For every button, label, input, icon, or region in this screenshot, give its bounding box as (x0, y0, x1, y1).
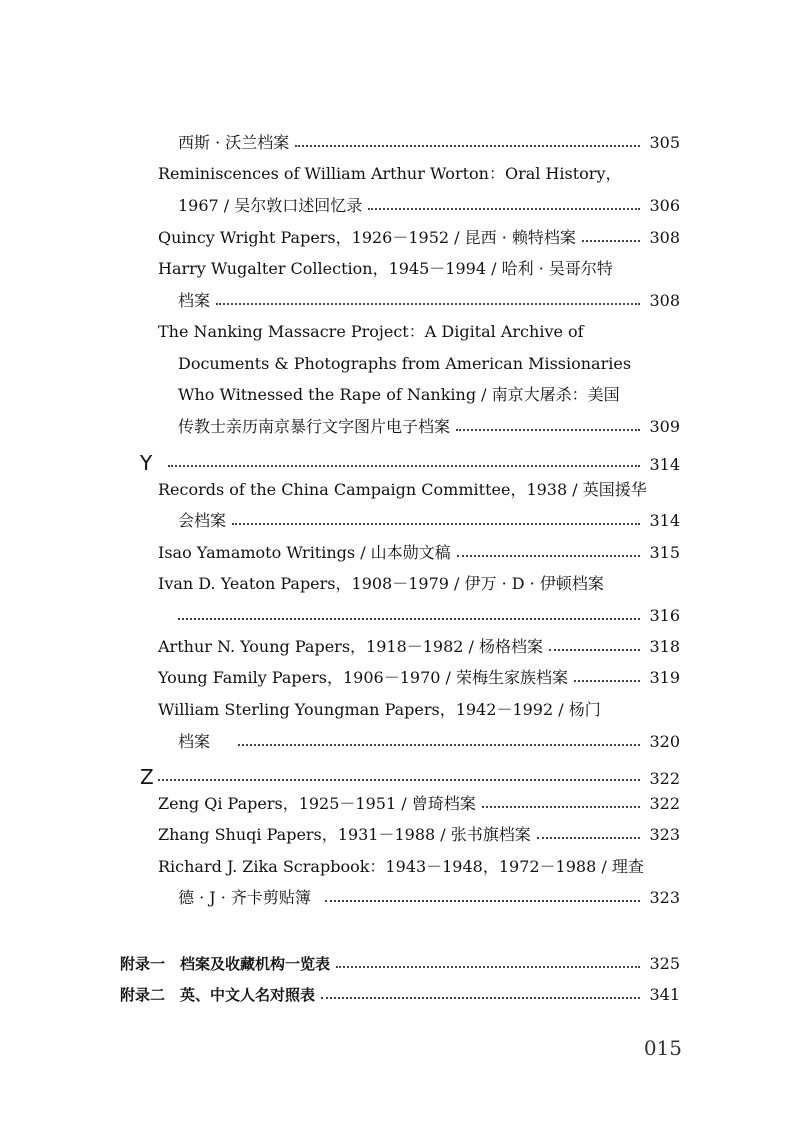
toc-entry (178, 604, 680, 628)
entry-title: 1967 / 吴尔敦口述回忆录 (178, 196, 363, 215)
leader-dots (336, 966, 640, 968)
entry-title: Quincy Wright Papers，1926－1952 / 昆西 · 赖特档案 (158, 228, 576, 247)
leader-dots (582, 240, 640, 242)
appendix-entry (120, 952, 680, 976)
entry-page: 322 (649, 769, 680, 788)
section-letter: Z (140, 765, 154, 789)
entry-title: Documents & Photographs from American Missionaries (178, 354, 632, 373)
entry-title: 西斯 · 沃兰档案 (178, 133, 290, 152)
entry-page: 308 (649, 228, 680, 247)
entry-page: 309 (649, 417, 680, 436)
entry-title: Richard J. Zika Scrapbook：1943－1948，1972－1988 / 理查 (158, 857, 644, 876)
toc-entry (158, 823, 680, 847)
leader-dots (457, 555, 640, 557)
entry-title: The Nanking Massacre Project：A Digital Archive of (158, 322, 584, 341)
leader-dots (295, 145, 640, 147)
section-letter: Y (140, 451, 153, 475)
entry-title: Reminiscences of William Arthur Worton：Oral History， (158, 164, 622, 183)
toc-entry (178, 131, 680, 155)
entry-title: Zeng Qi Papers，1925－1951 / 曾琦档案 (158, 794, 476, 813)
toc-entry (158, 226, 680, 250)
entry-page: 316 (649, 606, 680, 625)
toc-entry (178, 383, 680, 407)
entry-page: 314 (649, 511, 680, 530)
entry-page: 320 (649, 732, 680, 751)
toc-entry (158, 635, 680, 659)
toc-entry (178, 730, 680, 754)
appendix-title: 附录二 英、中文人名对照表 (120, 986, 316, 1004)
entry-title: 会档案 (178, 511, 227, 530)
page-number: 015 (643, 1036, 682, 1060)
toc-entry (158, 792, 680, 816)
entry-title: Records of the China Campaign Committee，1938 / 英国援华 (158, 480, 647, 499)
leader-dots (216, 303, 640, 305)
toc-entry (158, 162, 680, 186)
toc-entry (158, 320, 680, 344)
leader-dots (574, 680, 640, 682)
appendix-entry (120, 983, 680, 1007)
appendix-page: 325 (649, 954, 680, 973)
entry-page: 315 (649, 543, 680, 562)
section-letter-z (140, 765, 680, 789)
leader-dots (232, 523, 640, 525)
entry-page: 318 (649, 637, 680, 656)
toc-entry (178, 415, 680, 439)
toc-entry (158, 257, 680, 281)
toc-entry (178, 352, 680, 376)
entry-title: Harry Wugalter Collection，1945－1994 / 哈利 · 吴哥尔特 (158, 259, 613, 278)
entry-page: 322 (649, 794, 680, 813)
toc-entry (178, 886, 680, 910)
leader-dots (238, 744, 640, 746)
leader-dots (321, 997, 640, 999)
toc-entry (178, 509, 680, 533)
entry-page: 306 (649, 196, 680, 215)
leader-dots (325, 900, 640, 902)
leader-dots (178, 618, 640, 620)
entry-title: Who Witnessed the Rape of Nanking / 南京大屠杀：美国 (178, 385, 620, 404)
leader-dots (168, 465, 640, 467)
toc-entry (178, 194, 680, 218)
leader-dots (549, 649, 640, 651)
entry-page: 319 (649, 668, 680, 687)
leader-dots (158, 779, 640, 781)
leader-dots (537, 837, 640, 839)
entry-title: Arthur N. Young Papers，1918－1982 / 杨格档案 (158, 637, 544, 656)
toc-entry (158, 478, 680, 502)
toc-entry (158, 698, 680, 722)
toc-entry (158, 541, 680, 565)
toc-entry (158, 855, 680, 879)
entry-page: 323 (649, 825, 680, 844)
toc-entry (178, 289, 680, 313)
entry-title: Ivan D. Yeaton Papers，1908－1979 / 伊万 · D · 伊顿档案 (158, 574, 604, 593)
entry-title: William Sterling Youngman Papers，1942－1992 / 杨门 (158, 700, 601, 719)
entry-title: Isao Yamamoto Writings / 山本勋文稿 (158, 543, 451, 562)
entry-page: 305 (649, 133, 680, 152)
entry-title: Young Family Papers，1906－1970 / 荣梅生家族档案 (158, 668, 568, 687)
entry-title: 档案 (178, 732, 211, 751)
toc-entry (158, 572, 680, 596)
entry-title: 档案 (178, 291, 211, 310)
entry-title: 德 · J · 齐卡剪贴簿 (178, 888, 311, 907)
leader-dots (456, 429, 640, 431)
entry-title: Zhang Shuqi Papers，1931－1988 / 张书旗档案 (158, 825, 531, 844)
appendix-title: 附录一 档案及收藏机构一览表 (120, 955, 331, 973)
entry-page: 323 (649, 888, 680, 907)
leader-dots (482, 806, 640, 808)
section-letter-y (140, 451, 680, 475)
leader-dots (368, 208, 640, 210)
entry-page: 308 (649, 291, 680, 310)
appendix-page: 341 (649, 985, 680, 1004)
toc-entry (158, 666, 680, 690)
entry-title: 传教士亲历南京暴行文字图片电子档案 (178, 417, 451, 436)
entry-page: 314 (649, 455, 680, 474)
